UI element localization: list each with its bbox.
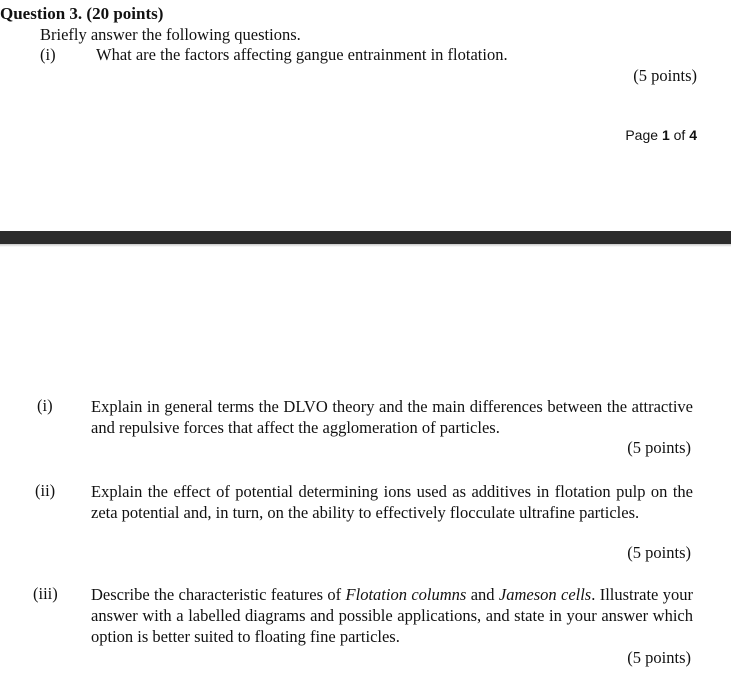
item-text-part: . Illustrate your answer with a labelled diagrams and possible applications, and state in your answer which option is better suited to floating fine particles. bbox=[91, 585, 693, 646]
item-points: (5 points) bbox=[627, 543, 691, 562]
item-emphasis-flotation-columns: Flotation columns bbox=[345, 585, 467, 604]
item-text-content: Explain the effect of potential determining ions used as additives in flotation pulp on the zeta potential and, in turn, on the ability to effectively flocculate ultrafine particles. bbox=[91, 482, 693, 522]
page-total: 4 bbox=[689, 127, 697, 143]
item-number: (i) bbox=[37, 396, 53, 415]
page-label-prefix: Page bbox=[625, 127, 659, 143]
item-text-part: and bbox=[466, 585, 499, 604]
page-current: 1 bbox=[661, 127, 670, 143]
item-number: (iii) bbox=[33, 584, 58, 603]
question-title: Question 3. (20 points) bbox=[0, 4, 164, 23]
page-label-mid: of bbox=[673, 127, 686, 143]
page-indicator bbox=[625, 127, 697, 143]
item-text-part: Describe the characteristic features of bbox=[91, 585, 346, 604]
first-item-number: (i) bbox=[40, 45, 56, 64]
instruction-text: Briefly answer the following questions. bbox=[40, 25, 301, 44]
item-text-content: Explain in general terms the DLVO theory and the main differences between the attractive and repulsive forces that affect the agglomeration of particles. bbox=[91, 397, 693, 437]
page-divider-shadow bbox=[0, 244, 731, 247]
first-item-points: (5 points) bbox=[633, 66, 697, 85]
item-emphasis-jameson-cells: Jameson cells bbox=[498, 585, 592, 604]
item-text bbox=[91, 396, 693, 438]
page-divider bbox=[0, 231, 731, 244]
item-number: (ii) bbox=[35, 481, 56, 500]
item-text bbox=[91, 584, 693, 647]
first-item-text: What are the factors affecting gangue entrainment in flotation. bbox=[96, 45, 508, 64]
item-points: (5 points) bbox=[627, 438, 691, 457]
item-points: (5 points) bbox=[627, 648, 691, 667]
item-text bbox=[91, 481, 693, 523]
